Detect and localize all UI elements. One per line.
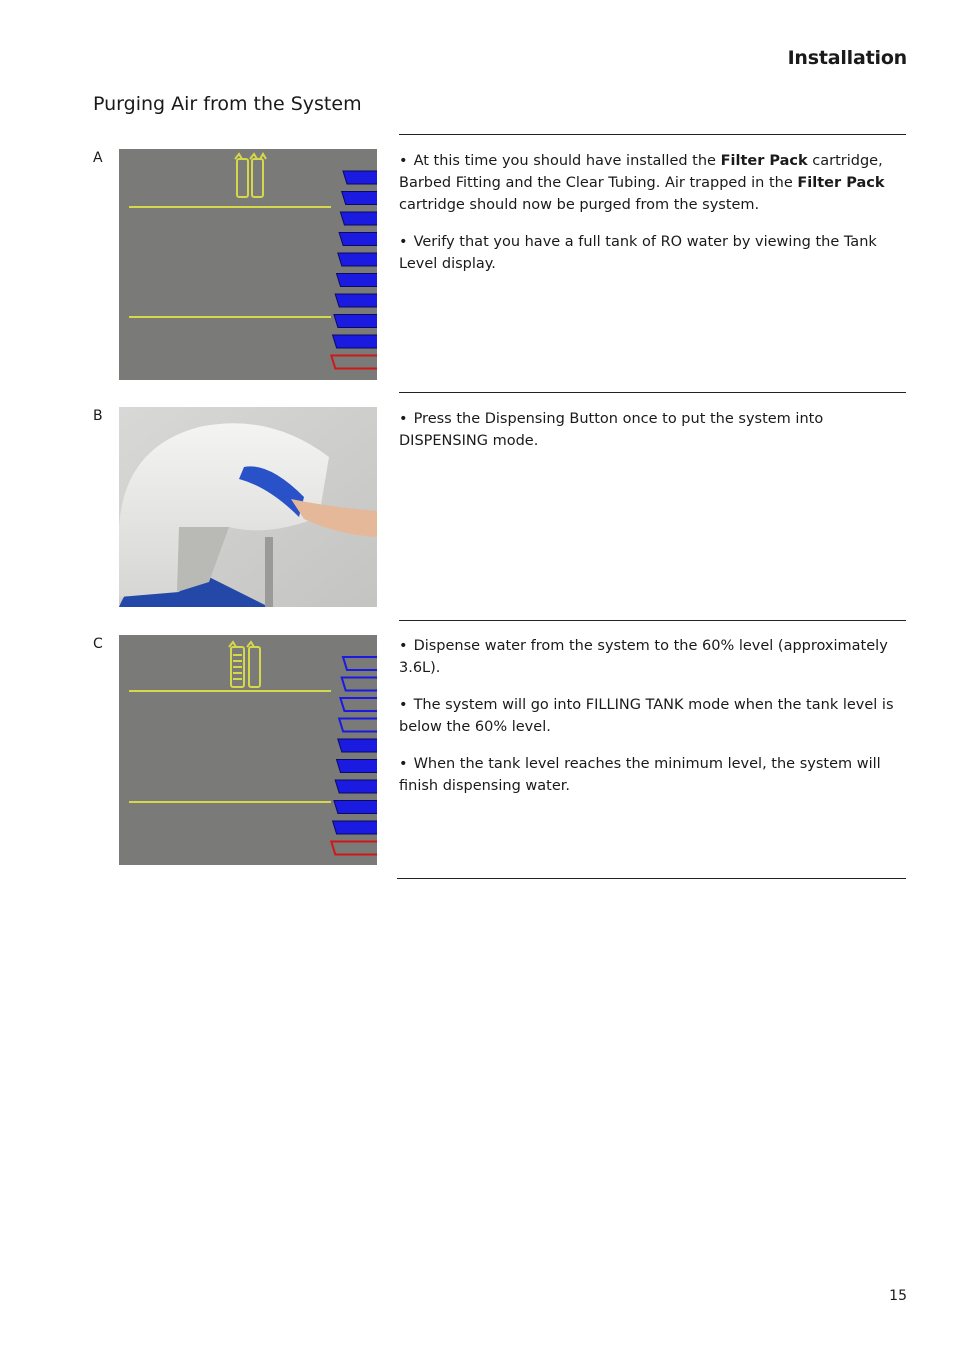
tank-level-bar [337, 760, 378, 773]
tank-level-bar [334, 801, 377, 814]
divider [399, 134, 906, 135]
step-label-a: A [93, 150, 103, 166]
page-number: 15 [889, 1288, 907, 1304]
step-c-bullet-2: • The system will go into FILLING TANK mode when the tank level is below the 60% level. [399, 697, 894, 735]
step-a-text [399, 150, 899, 290]
step-b-text [399, 408, 899, 467]
step-a-bullet-2: • Verify that you have a full tank of RO water by viewing the Tank Level display. [399, 234, 877, 272]
tank-level-bar [339, 233, 377, 246]
step-label-c: C [93, 636, 103, 652]
tank-level-bar [335, 780, 377, 793]
step-c-bullet-3: • When the tank level reaches the minimum level, the system will finish dispensing water. [399, 756, 881, 794]
tank-level-display-full [119, 149, 377, 380]
tank-level-bar [333, 821, 377, 834]
step-a-bullet-1: • At this time you should have installed the Filter Pack cartridge, Barbed Fitting and the Clear Tubing. Air trapped in the Filter Pack cartridge should now be purged from the system. [399, 153, 885, 213]
step-b-bullet-1: • Press the Dispensing Button once to put the system into DISPENSING mode. [399, 411, 824, 449]
tank-level-bar [338, 253, 377, 266]
running-header: Installation [787, 47, 907, 69]
tank-level-bar [335, 294, 377, 307]
tank-level-bar [333, 335, 377, 348]
tank-level-display-filling [119, 635, 377, 865]
divider [397, 878, 906, 879]
divider [399, 392, 906, 393]
step-label-b: B [93, 408, 103, 424]
divider [399, 620, 906, 621]
tank-level-bar [337, 274, 378, 287]
page-title: Purging Air from the System [93, 93, 362, 115]
step-c-text [399, 635, 899, 812]
step-c-bullet-1: • Dispense water from the system to the 60% level (approximately 3.6L). [399, 638, 888, 676]
tank-level-bar [338, 739, 377, 752]
tank-level-bar [342, 192, 377, 205]
tank-level-bar [334, 315, 377, 328]
tank-level-bar [343, 171, 377, 184]
dispensing-button-photo [119, 407, 377, 607]
tank-level-bar [340, 212, 377, 225]
